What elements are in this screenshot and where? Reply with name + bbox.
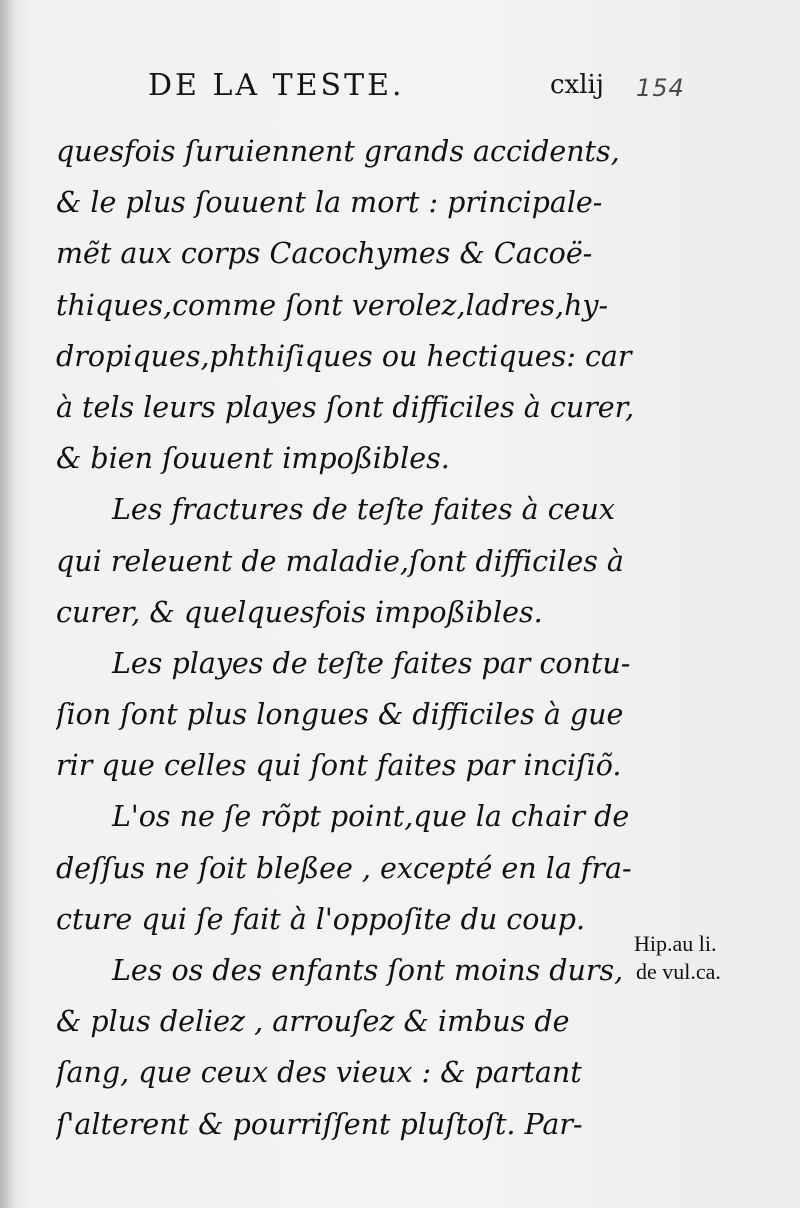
margin-note-line: de vul.ca. [636, 959, 721, 984]
body-text [56, 126, 636, 1150]
text-line: à tels leurs playes ſont difficiles à curer, [56, 390, 635, 424]
text-line: qui releuent de maladie,ſont difficiles à [56, 544, 624, 578]
paragraph-start-line: Les playes de teſte faites par contu- [112, 646, 631, 680]
paragraph-start-line: Les fractures de teſte faites à ceux [112, 493, 615, 527]
text-line: ſang, que ceux des vieux : & partant [56, 1056, 582, 1090]
text-line: quesfois ſuruiennent grands accidents, [56, 135, 620, 168]
running-head-title: DE LA TESTE. [148, 68, 405, 103]
folio-number: cxlij [550, 70, 604, 100]
margin-note [634, 930, 794, 986]
paragraph-start-line: L'os ne ſe rõpt point,que la chair de [112, 800, 630, 834]
text-line: curer, & quelquesfois impoßibles. [56, 595, 543, 629]
text-line: & le plus ſouuent la mort : principale- [56, 186, 603, 220]
text-line: mẽt aux corps Cacochymes & Cacoë- [56, 237, 593, 271]
binding-shadow [0, 0, 14, 1208]
text-line: & plus deliez , arrouſez & imbus de [56, 1005, 570, 1039]
running-head [148, 68, 708, 116]
text-line: & bien ſouuent impoßibles. [56, 442, 450, 476]
text-line: cture qui ſe fait à l'oppoſite du coup. [56, 902, 586, 936]
text-line: thiques,comme ſont verolez,ladres,hy- [56, 288, 609, 322]
text-line: ſ'alterent & pourriſſent pluſtoſt. Par- [56, 1107, 583, 1141]
text-line: dropiques,phthiſiques ou hectiques: car [56, 339, 632, 373]
paragraph-start-line: Les os des enfants ſont moins durs, [112, 954, 624, 987]
text-line: deſſus ne ſoit bleßee , excepté en la fra- [56, 851, 632, 885]
text-line: ſion ſont plus longues & difficiles à gue [56, 698, 624, 732]
text-line: rir que celles qui ſont faites par inciſiõ. [56, 749, 622, 783]
handwritten-page-number: 154 [636, 74, 685, 102]
margin-note-line: Hip.au li. [634, 931, 717, 956]
